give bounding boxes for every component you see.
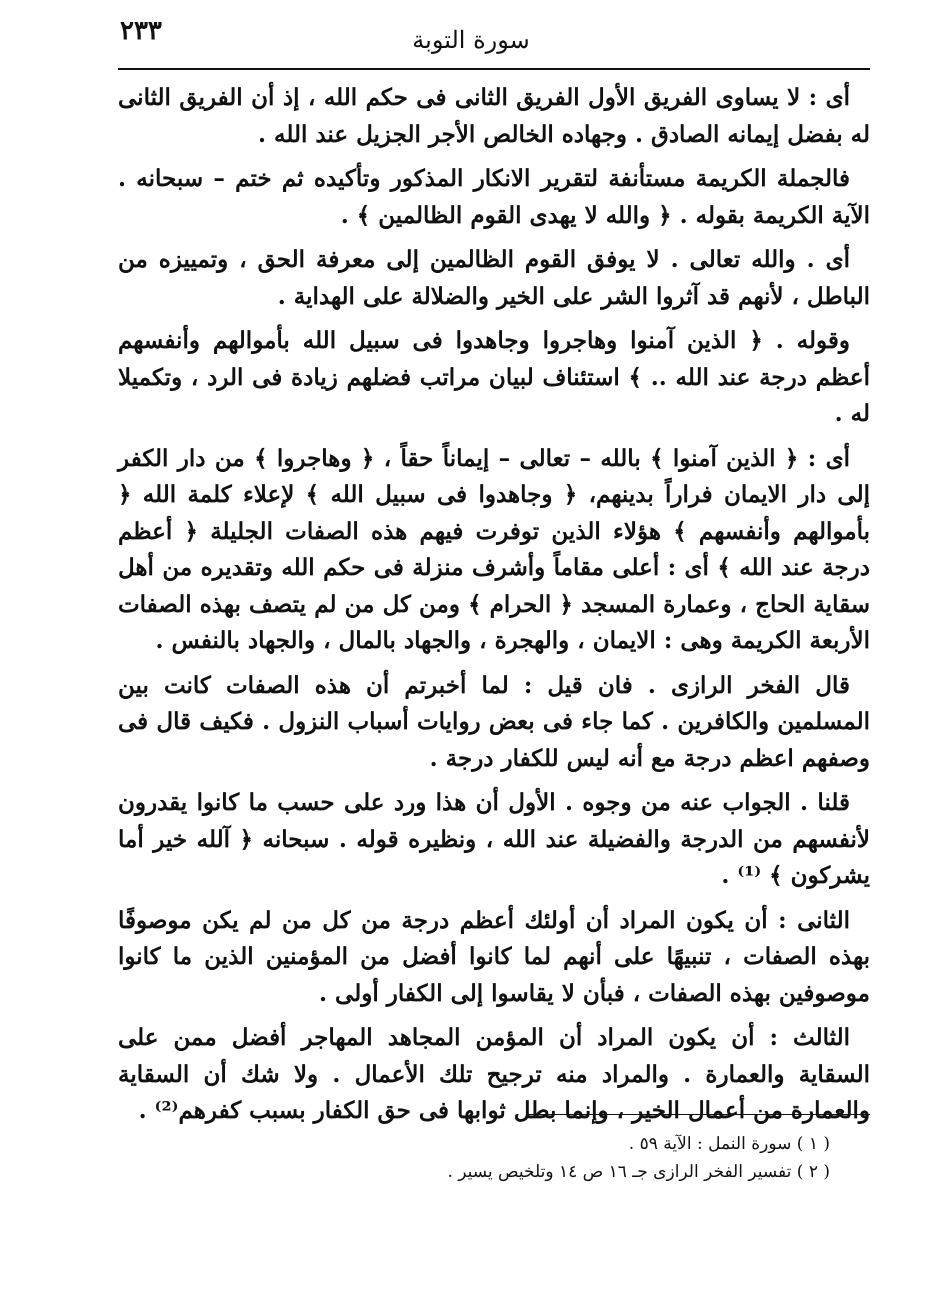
paragraph-6: قال الفخر الرازى . فان قيل : لما أخبرتم أن هذه الصفات كانت بين المسلمين والكافرين . كما جاء فى بعض روايات أسباب النزول . فكيف قال فى وصفهم اعظم درجة مع أنه ليس للكفار درجة . [118,671,870,772]
paragraph-5: أى : ﴿ الذين آمنوا ﴾ بالله – تعالى – إيماناً حقاً ، ﴿ وهاجروا ﴾ من دار الكفر إلى دار الايمان فراراً بدينهم، ﴿ وجاهدوا فى سبيل الله ﴾ لإعلاء كلمة الله ﴿ بأموالهم وأنفسهم ﴾ هؤلاء الذين توفرت فيهم هذه الصفات الجليلة ﴿ أعظم درجة عند الله ﴾ أى : أعلى مقاماً وأشرف منزلة فى حكم الله وتقديره من أهل سقاية الحاج ، وعمارة المسجد ﴿ الحرام ﴾ ومن كل من لم يتصف بهذه الصفات الأربعة الكريمة وهى : الايمان ، والهجرة ، والجهاد بالمال ، والجهاد بالنفس . [118,444,870,654]
paragraph-8: الثانى : أن يكون المراد أن أولئك أعظم درجة من كل من لم يكن موصوفًا بهذه الصفات ، تنبيهًا على أنهم لما كانوا أفضل من المؤمنين الذين ما كانوا موصوفين بهذه الصفات ، فبأن لا يقاسوا إلى الكفار أولى . [118,906,870,1007]
paragraph-7: قلنا . الجواب عنه من وجوه . الأول أن هذا ورد على حسب ما كانوا يقدرون لأنفسهم من الدرجة والفضيلة عند الله ، ونظيره قوله . سبحانه ﴿ آلله خير أما يشركون ﴾ ⁽¹⁾ . [118,789,870,889]
paragraph-2: فالجملة الكريمة مستأنفة لتقرير الانكار المذكور وتأكيده ثم ختم – سبحانه . الآية الكريمة بقوله . ﴿ والله لا يهدى القوم الظالمين ﴾ . [118,165,870,229]
footnote-2: ( ٢ ) تفسير الفخر الرازى جـ ١٦ ص ١٤ وتلخيص يسير . [447,1162,830,1182]
paragraph-1: أى : لا يساوى الفريق الأول الفريق الثانى فى حكم الله ، إذ أن الفريق الثانى له بفضل إيمانه الصادق . وجهاده الخالص الأجر الجزيل عند الله . [118,84,870,148]
header-rule [118,68,870,70]
footnote-rule [528,1114,870,1115]
footnotes [118,1130,830,1186]
page-number: ٢٣٣ [120,16,162,46]
paragraph-9: الثالث : أن يكون المراد أن المؤمن المجاهد المهاجر أفضل ممن على السقاية والعمارة . والمراد منه ترجيح تلك الأعمال . ولا شك أن السقاية والعمارة من أعمال الخير ، وإنما بطل ثوابها فى حق الكفار بسبب كفرهم⁽²⁾ . [118,1024,870,1124]
body-text [118,80,870,1138]
footnote-1: ( ١ ) سورة النمل : الآية ٥٩ . [628,1134,830,1154]
running-title: سورة التوبة [412,26,530,54]
paragraph-3: أى . والله تعالى . لا يوفق القوم الظالمين إلى معرفة الحق ، وتمييزه من الباطل ، لأنهم قد آثروا الشر على الخير والضلالة على الهداية . [118,246,870,310]
paragraph-4: وقوله . ﴿ الذين آمنوا وهاجروا وجاهدوا فى سبيل الله بأموالهم وأنفسهم أعظم درجة عند الله .. ﴾ استئناف لبيان مراتب فضلهم زيادة فى الرد ، وتكميلا له . [118,327,870,427]
